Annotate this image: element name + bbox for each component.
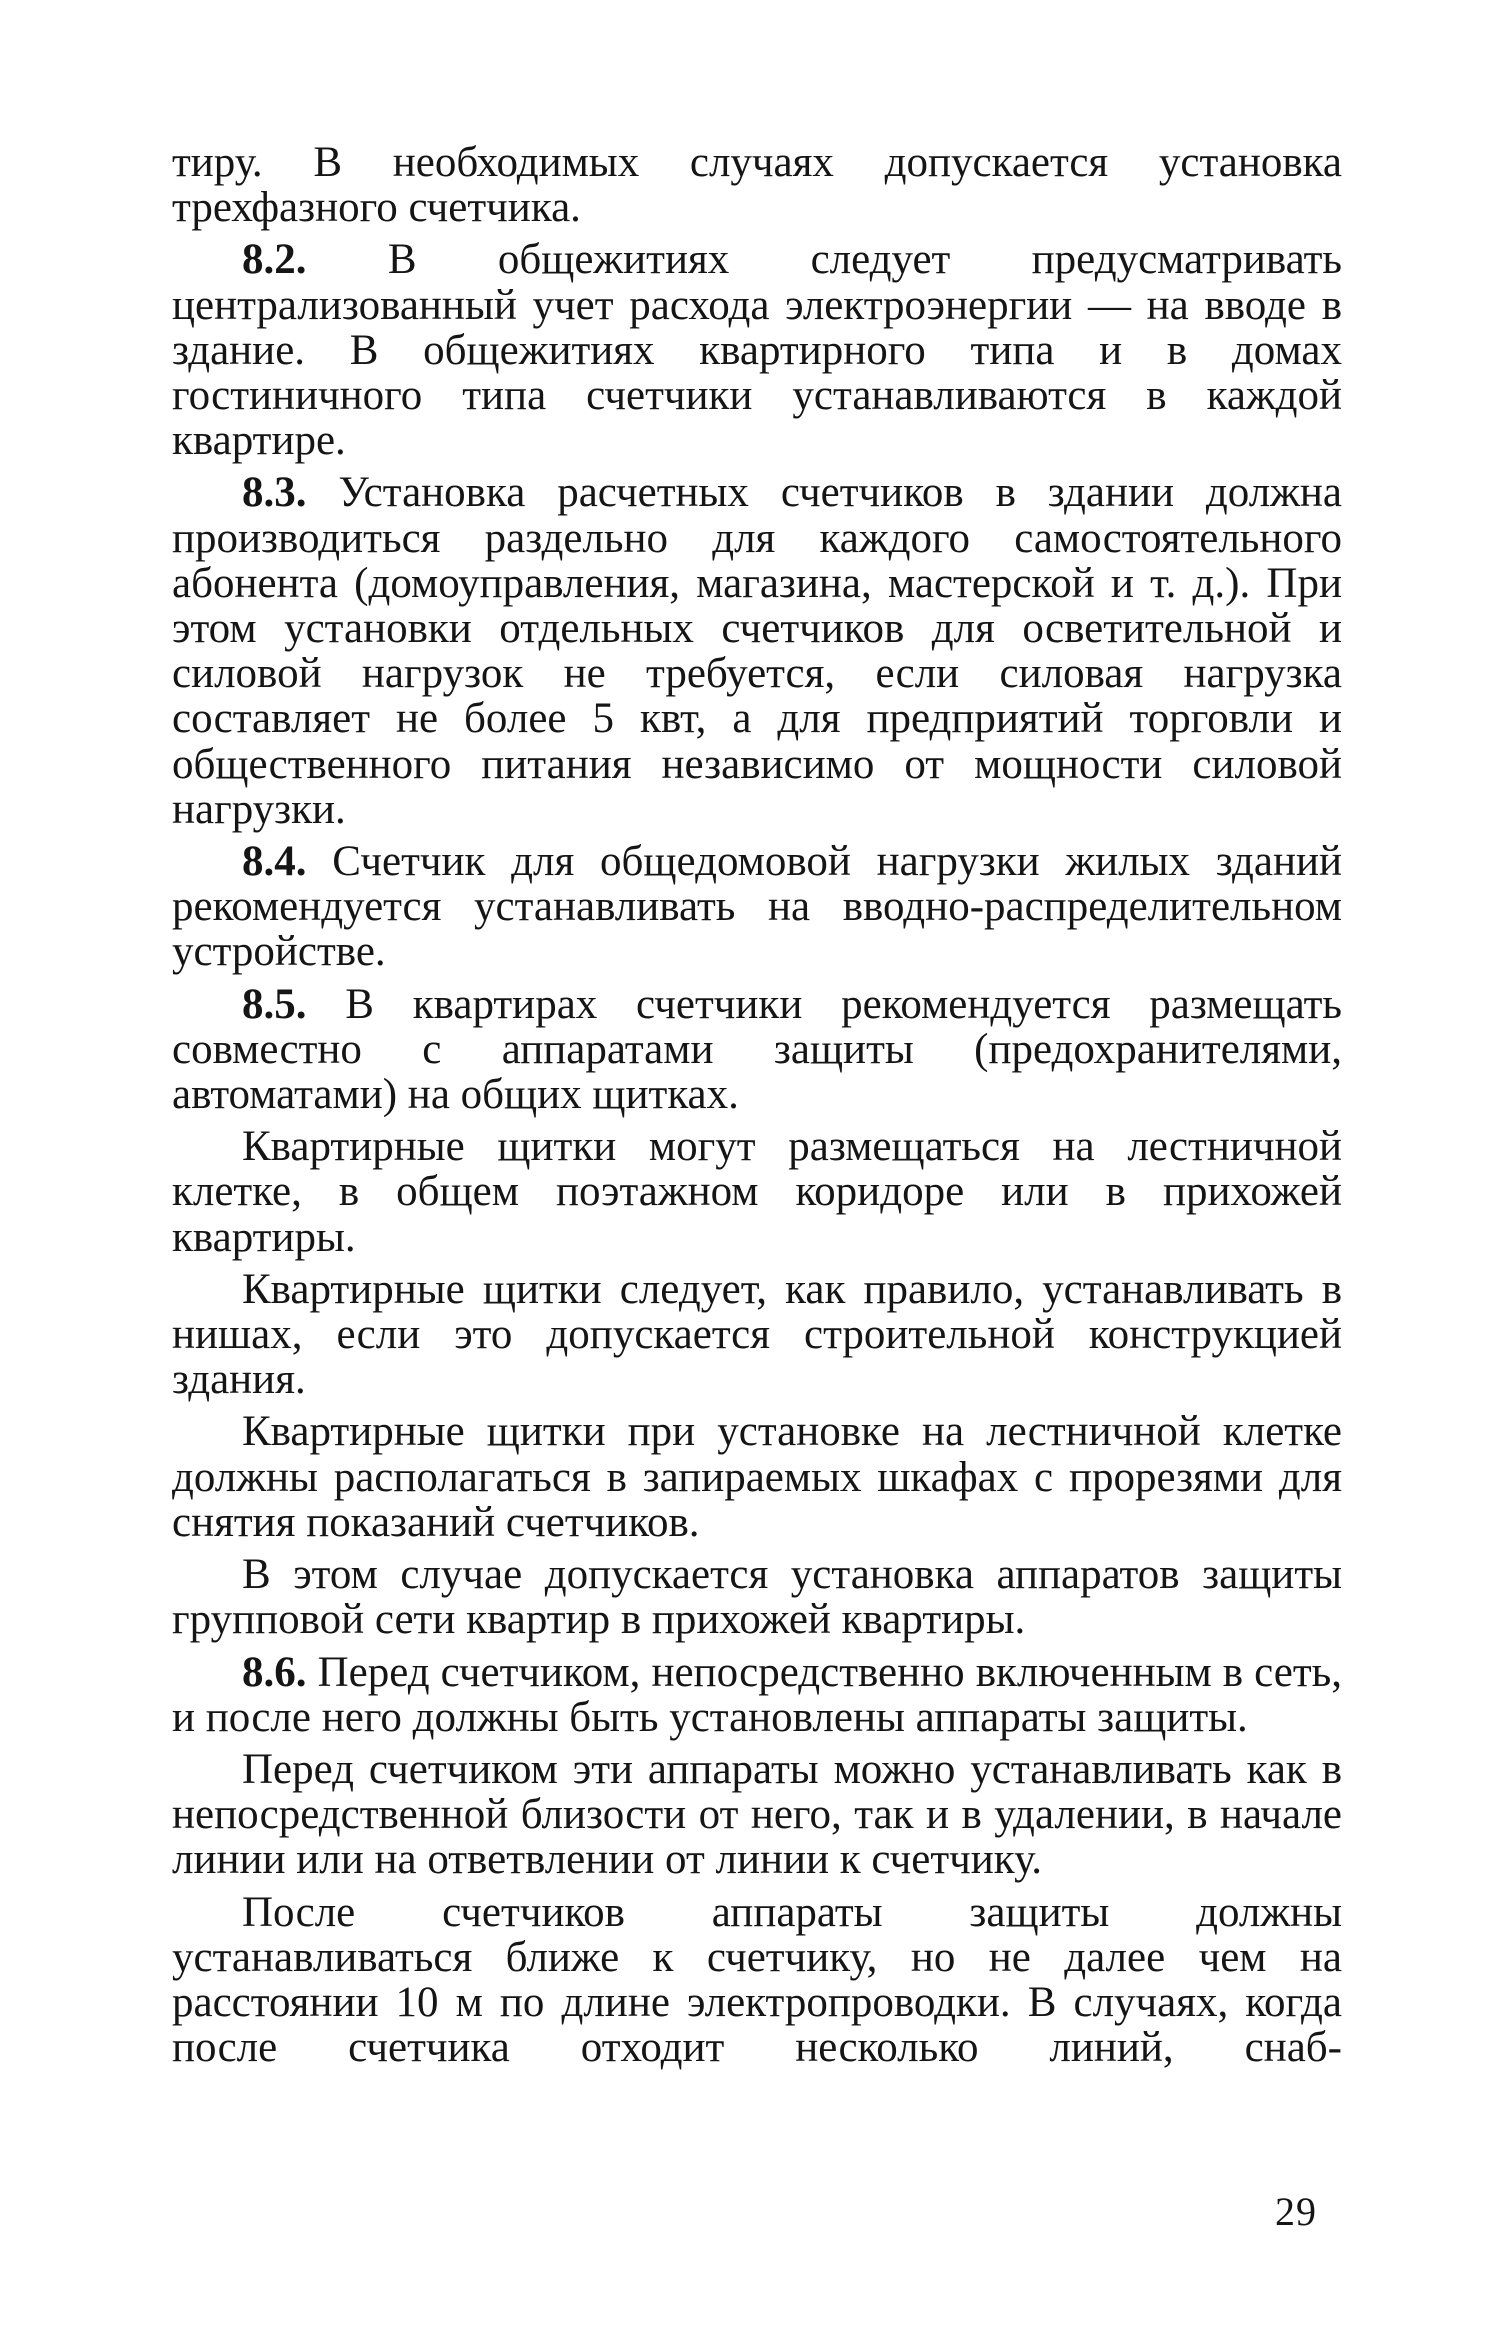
- paragraph-text: Квартирные щитки при установке на лестничной клетке должны располагаться в запираемых шкафах с прорезями для снятия показаний счетчиков.: [172, 1408, 1342, 1546]
- paragraph-text: В этом случае допускается установка аппаратов защиты групповой сети квартир в прихожей квартиры.: [172, 1551, 1342, 1644]
- paragraph-text: Перед счетчиком, непосредственно включенным в сеть, и после него должны быть установлены аппараты защиты.: [172, 1648, 1342, 1741]
- paragraph-text: В квартирах счетчики рекомендуется размещать совместно с аппаратами защиты (предохранителями, автоматами) на общих щитках.: [172, 980, 1342, 1119]
- paragraph-text: тиру. В необходимых случаях допускается установка трехфазного счетчика.: [172, 139, 1342, 232]
- paragraph-8-6: [172, 1650, 1342, 1740]
- section-number: 8.4.: [242, 838, 307, 886]
- section-number: 8.3.: [242, 469, 307, 517]
- body-text: [172, 140, 1342, 2077]
- section-number: 8.6.: [242, 1648, 307, 1696]
- paragraph-text: После счетчиков аппараты защиты должны устанавливаться ближе к счетчику, но не далее чем на расстоянии 10 м по длине электропроводки. В случаях, когда после счетчика отходит несколько линий, снаб-: [172, 1888, 1342, 2072]
- paragraph-8-5: [172, 982, 1342, 1118]
- paragraph-continuation: [172, 140, 1342, 230]
- paragraph-text: Установка расчетных счетчиков в здании должна производиться раздельно для каждого самостоятельного абонента (домоуправления, магазина, мастерской и т. д.). При этом установки отдельных счетчиков для осветительной и силовой нагрузок не требуется, если силовая нагрузка составляет не более 5 квт, а для предприятий торговли и общественного питания независимо от мощности силовой нагрузки.: [172, 469, 1342, 833]
- paragraph-text: Счетчик для общедомовой нагрузки жилых зданий рекомендуется устанавливать на вводно-распределительном устройстве.: [172, 838, 1342, 976]
- paragraph-8-3: [172, 470, 1342, 832]
- paragraph: [172, 1747, 1342, 1883]
- page-number: 29: [1275, 2189, 1317, 2234]
- paragraph-text: В общежитиях следует предусматривать централизованный учет расхода электроэнергии — на вводе в здание. В общежитиях квартирного типа и в домах гостиничного типа счетчики устанавливаются в каждой квартире.: [172, 236, 1342, 465]
- paragraph-text: Перед счетчиком эти аппараты можно устанавливать как в непосредственной близости от него, так и в удалении, в начале линии или на ответвлении от линии к счетчику.: [172, 1745, 1342, 1884]
- paragraph-8-2: [172, 237, 1342, 463]
- paragraph: [172, 1409, 1342, 1545]
- paragraph: [172, 1124, 1342, 1260]
- paragraph: [172, 1552, 1342, 1642]
- paragraph-8-4: [172, 839, 1342, 975]
- paragraph-text: Квартирные щитки могут размещаться на лестничной клетке, в общем поэтажном коридоре или в прихожей квартиры.: [172, 1123, 1342, 1261]
- section-number: 8.2.: [242, 236, 307, 284]
- paragraph: [172, 1267, 1342, 1403]
- section-number: 8.5.: [242, 980, 307, 1028]
- paragraph-text: Квартирные щитки следует, как правило, устанавливать в нишах, если это допускается строительной конструкцией здания.: [172, 1265, 1342, 1404]
- paragraph: [172, 1890, 1342, 2071]
